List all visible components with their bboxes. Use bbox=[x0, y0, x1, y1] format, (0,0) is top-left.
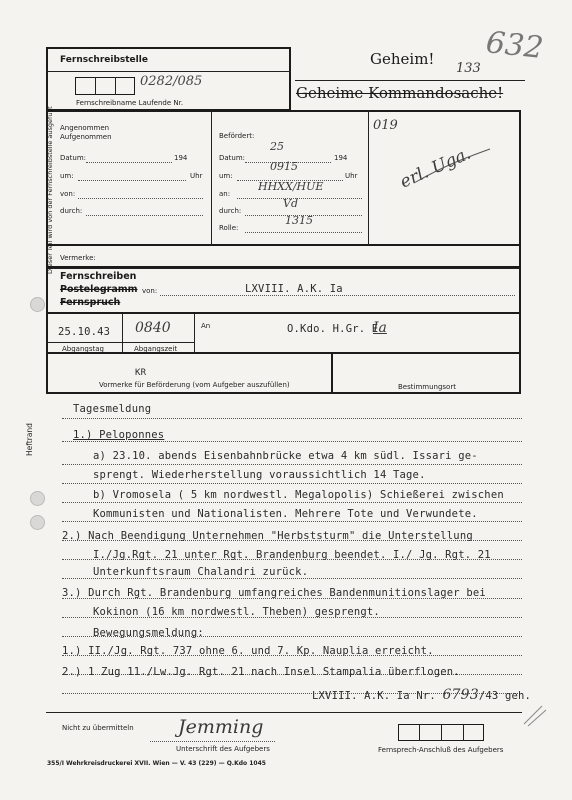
dispatch-to-label: An bbox=[201, 322, 211, 330]
body-line: b) Vromosela ( 5 km nordwestl. Megalopolis) Schießerei zwischen bbox=[93, 489, 504, 501]
not-transmit-label: Nicht zu übermitteln bbox=[62, 724, 134, 732]
body-line: Kommunisten und Nationalisten. Mehrere Tote und Verwundete. bbox=[93, 508, 478, 520]
station-code-box bbox=[75, 77, 135, 95]
type-line3: Fernspruch bbox=[60, 297, 121, 308]
forwarded-date-label: Datum: bbox=[219, 154, 246, 162]
priority-label: Vormerke für Beförderung (vom Aufgeber auszufüllen) bbox=[99, 381, 290, 389]
forwarded-unit-label: Uhr bbox=[345, 172, 358, 180]
type-from-label: von: bbox=[142, 287, 158, 295]
body-line: I./Jg.Rgt. 21 unter Rgt. Brandenburg beendet. I./ Jg. Rgt. 21 bbox=[93, 549, 491, 561]
body-line: a) 23.10. abends Eisenbahnbrücke etwa 4 km südl. Issari ge- bbox=[93, 450, 478, 462]
destination-label: Bestimmungsort bbox=[398, 383, 456, 391]
corner-note-text: erl. Uga. bbox=[397, 143, 475, 193]
received-year-label: 194 bbox=[174, 154, 188, 162]
dispatch-time-label: Abgangszeit bbox=[134, 345, 178, 353]
forwarded-to-label: an: bbox=[219, 190, 231, 198]
forwarded-time-label: um: bbox=[219, 172, 233, 180]
secret-stamp: Geheim! bbox=[370, 50, 435, 68]
punch-hole bbox=[30, 297, 45, 312]
punch-hole bbox=[30, 491, 45, 506]
dispatch-to-hand: Ia bbox=[373, 320, 387, 336]
dispatch-row bbox=[46, 314, 521, 354]
printer-line: 355/I Wehrkreisdruckerei XVII. Wien — V. 43 (229) — Q.Kdo 1045 bbox=[47, 760, 266, 767]
received-from-label: von: bbox=[60, 190, 76, 198]
corner-note-number: 019 bbox=[373, 118, 398, 133]
archive-number: 632 bbox=[484, 25, 545, 66]
forwarded-time-value: 0915 bbox=[270, 160, 298, 173]
dispatch-to-value: O.Kdo. H.Gr. E bbox=[287, 323, 379, 335]
phone-label: Fernsprech-Anschluß des Aufgebers bbox=[378, 746, 504, 754]
dispatch-time: 0840 bbox=[135, 320, 171, 336]
received-through-label: durch: bbox=[60, 207, 83, 215]
signature: Jemming bbox=[178, 716, 264, 738]
received-date-label: Datum: bbox=[60, 154, 87, 162]
pencil-mark-icon bbox=[520, 700, 550, 730]
body-line: 2.) Nach Beendigung Unternehmen "Herbststurm" die Unterstellung bbox=[62, 530, 473, 542]
forwarded-year-label: 194 bbox=[334, 154, 348, 162]
signature-label: Unterschrift des Aufgebers bbox=[176, 745, 270, 753]
secret-number: 133 bbox=[456, 61, 481, 76]
dispatch-date-label: Abgangstag bbox=[62, 345, 104, 353]
side-note: Dieser Teil wird von der Fernschreibstelle ausgefüllt bbox=[46, 106, 54, 274]
type-line1: Fernschreiben bbox=[60, 271, 137, 282]
body-line: 1.) Peloponnes bbox=[73, 429, 165, 441]
pencil-stroke-icon bbox=[412, 147, 492, 187]
dispatch-date: 25.10.43 bbox=[58, 326, 111, 338]
station-label: Fernschreibstelle bbox=[60, 55, 148, 65]
forwarded-to-value: HHXX/HUE bbox=[258, 180, 324, 193]
remarks-row bbox=[46, 246, 521, 268]
forwarded-date-value: 25 bbox=[270, 140, 284, 153]
body-line: 3.) Durch Rgt. Brandenburg umfangreiches Bandenmunitionslager bei bbox=[62, 587, 486, 599]
type-from-value: LXVIII. A.K. Ia bbox=[245, 283, 343, 295]
reference-prefix: LXVIII. A.K. Ia Nr. bbox=[312, 690, 443, 702]
received-time-label: um: bbox=[60, 172, 74, 180]
body-line: 1.) II./Jg. Rgt. 737 ohne 6. und 7. Kp. Nauplia erreicht. bbox=[62, 645, 434, 657]
body-line: Kokinon (16 km nordwestl. Theben) gesprengt. bbox=[93, 606, 380, 618]
forwarded-role-label: Rolle: bbox=[219, 224, 239, 232]
station-numbers: 0282/085 bbox=[140, 74, 203, 89]
reference-suffix: /43 geh. bbox=[478, 690, 532, 702]
struck-classification: Geheime Kommandosache! bbox=[296, 84, 504, 102]
received-unit-label: Uhr bbox=[190, 172, 203, 180]
forwarded-role-value: 1315 bbox=[285, 214, 313, 227]
forwarded-through-label: durch: bbox=[219, 207, 242, 215]
forwarded-through-value: Vd bbox=[283, 197, 298, 210]
punch-hole bbox=[30, 515, 45, 530]
body-heading: Tagesmeldung bbox=[73, 403, 152, 415]
reference-number bbox=[312, 687, 531, 703]
body-line: Unterkunftsraum Chalandri zurück. bbox=[93, 566, 309, 578]
body-line: sprengt. Wiederherstellung voraussichtlich 14 Tage. bbox=[93, 469, 426, 481]
type-line2: Postelegramm bbox=[60, 284, 138, 295]
remarks-label: Vermerke: bbox=[60, 254, 96, 262]
received-title: Angenommen bbox=[60, 124, 110, 132]
station-sublabel: Fernschreibname Laufende Nr. bbox=[76, 99, 184, 107]
priority-stamp: KR bbox=[135, 368, 147, 378]
margin-label: Heftrand bbox=[24, 423, 34, 456]
reference-hand-number: 6793 bbox=[442, 687, 479, 703]
body-line: Bewegungsmeldung: bbox=[93, 627, 204, 639]
forwarded-title: Befördert: bbox=[219, 132, 255, 140]
received-title2: Aufgenommen bbox=[60, 133, 112, 141]
body-line: 2.) 1 Zug 11./Lw.Jg. Rgt. 21 nach Insel Stampalia überflogen. bbox=[62, 666, 460, 678]
